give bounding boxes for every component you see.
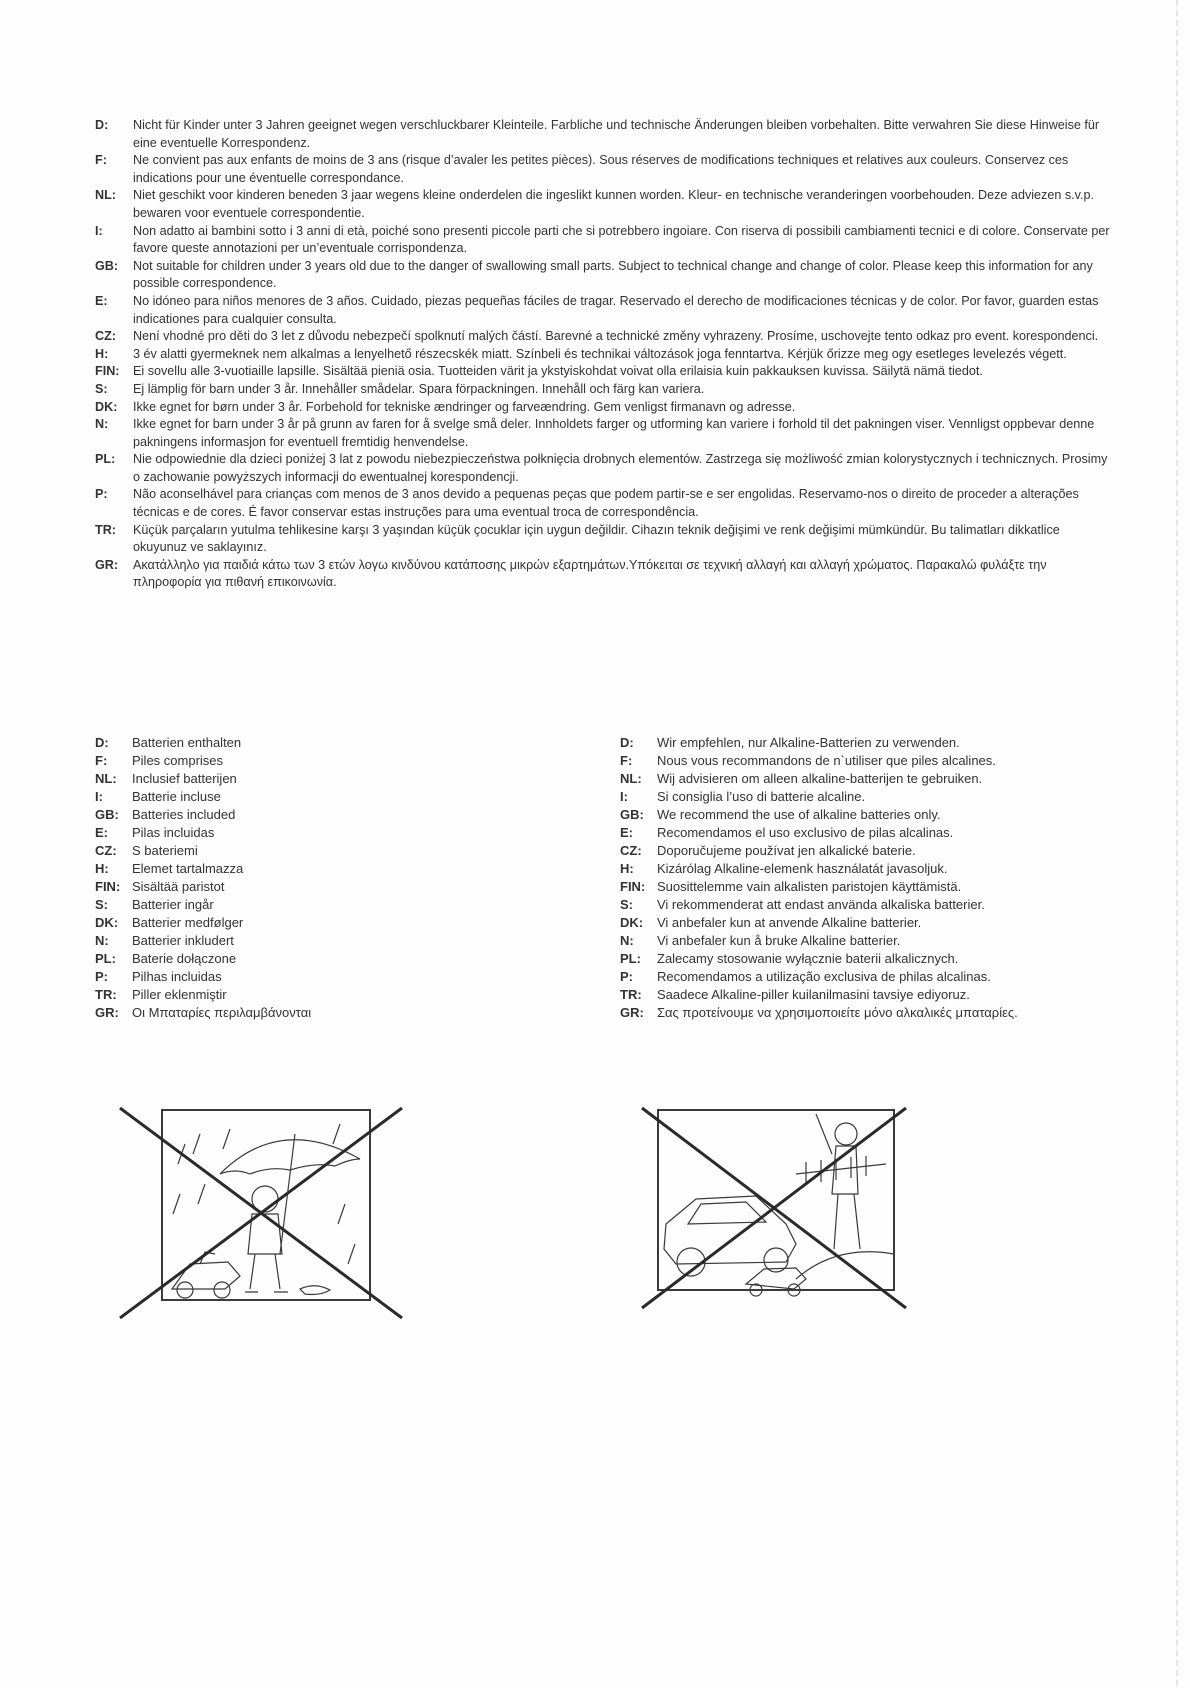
language-code: GB:: [95, 807, 119, 822]
warning-text: 3 év alatti gyermeknek nem alkalmas a lenyelhető részecskék miatt. Színbeli és technikai változások joga fenntartva. Kérjük őrizze meg ogy esetleges levelezés végett.: [133, 346, 1067, 361]
warning-row: [95, 381, 1115, 399]
warning-text: Not suitable for children under 3 years old due to the danger of swallowing small parts. Subject to technical change and change of color. Please keep this information for any possible correspondence.: [133, 258, 1093, 291]
warning-row: [95, 223, 1115, 258]
language-code: DK:: [95, 915, 119, 930]
batteries-included-list: [95, 734, 425, 1022]
warning-row: [95, 328, 1115, 346]
language-code: DK:: [620, 915, 644, 930]
list-text: Baterie dołączone: [132, 951, 237, 966]
language-code: N:: [620, 933, 634, 948]
language-code: NL:: [95, 188, 116, 203]
language-code: S:: [95, 381, 108, 396]
warning-row: [95, 258, 1115, 293]
warning-text: Ikke egnet for børn under 3 år. Forbehold for tekniske ændringer og farveændring. Gem venligst firmanavn og adresse.: [133, 399, 796, 414]
list-text: Vi anbefaler kun at anvende Alkaline batterier.: [657, 915, 922, 930]
warning-text: Ikke egnet for barn under 3 år på grunn av faren for å svelge små deler. Innholdets farger og utforming kan variere i forhold til det pakningen viser. Vennligst oppbevar denne pakningens informasjon for eventuell fremtidig henvendelse.: [133, 417, 1095, 449]
language-code: P:: [95, 969, 108, 984]
warning-row: [95, 117, 1115, 152]
warning-text: Niet geschikt voor kinderen beneden 3 jaar wegens kleine onderdelen die ingeslikt kunnen worden. Kleur- en technische veranderingen voorbehouden. Deze adviezen s.v.p. bewaren voor eventuele correspondentie.: [133, 188, 1095, 220]
warning-text: Není vhodné pro děti do 3 let z důvodu nebezpečí spolknutí malých částí. Barevné a technické změny vyhrazeny. Prosíme, uschovejte tento odkaz pro event. korespondenci.: [133, 329, 1099, 344]
list-text: Batterien enthalten: [132, 735, 242, 750]
list-item: [620, 878, 1090, 896]
warning-row: [95, 346, 1115, 364]
language-code: D:: [620, 735, 634, 750]
language-code: N:: [95, 417, 109, 432]
warning-row: [95, 187, 1115, 222]
language-code: D:: [95, 735, 109, 750]
list-item: [95, 806, 425, 824]
language-code: TR:: [95, 987, 117, 1002]
list-item: [620, 734, 1090, 752]
warning-text: Nicht für Kinder unter 3 Jahren geeignet wegen verschluckbarer Kleinteile. Farbliche und technische Änderungen bleiben vorbehalten. Bitte verwahren Sie diese Hinweise für eine eventuelle Korrespondenz.: [133, 118, 1100, 150]
language-code: GR:: [95, 1005, 119, 1020]
list-item: [95, 986, 425, 1004]
list-item: [95, 968, 425, 986]
list-text: Suosittelemme vain alkalisten paristojen käyttämistä.: [657, 879, 962, 894]
list-text: Wir empfehlen, nur Alkaline-Batterien zu verwenden.: [657, 735, 960, 750]
no-play-in-rain-icon: [110, 1104, 410, 1324]
list-item: [95, 896, 425, 914]
language-code: GB:: [620, 807, 644, 822]
list-text: Kizárólag Alkaline-elemenk használatát javasoljuk.: [657, 861, 948, 876]
page-edge: [1176, 0, 1178, 1688]
language-code: DK:: [95, 399, 118, 414]
list-text: Batterier ingår: [132, 897, 214, 912]
language-code: NL:: [95, 771, 117, 786]
list-item: [95, 734, 425, 752]
language-code: H:: [620, 861, 634, 876]
list-text: Piller eklenmiştir: [132, 987, 227, 1002]
list-item: [95, 824, 425, 842]
list-text: Batterier medfølger: [132, 915, 244, 930]
list-item: [95, 950, 425, 968]
list-item: [95, 932, 425, 950]
list-text: Batteries included: [132, 807, 236, 822]
list-item: [620, 860, 1090, 878]
list-item: [620, 788, 1090, 806]
list-item: [95, 1004, 425, 1022]
list-item: [620, 950, 1090, 968]
language-code: H:: [95, 346, 109, 361]
language-code: D:: [95, 118, 109, 132]
list-item: [95, 788, 425, 806]
list-item: [95, 860, 425, 878]
list-text: Vi rekommenderat att endast använda alkaliska batterier.: [657, 897, 985, 912]
language-code: N:: [95, 933, 109, 948]
language-code: PL:: [620, 951, 641, 966]
language-code: GR:: [620, 1005, 644, 1020]
safety-warnings: [95, 117, 1115, 592]
list-text: Si consiglia l’uso di batterie alcaline.: [657, 789, 866, 804]
list-item: [620, 752, 1090, 770]
list-item: [95, 752, 425, 770]
language-code: CZ:: [620, 843, 642, 858]
list-text: Recomendamos a utilização exclusiva de philas alcalinas.: [657, 969, 991, 984]
list-text: Wij advisieren om alleen alkaline-batterijen te gebruiken.: [657, 771, 983, 786]
list-item: [620, 932, 1090, 950]
list-item: [620, 968, 1090, 986]
warning-row: [95, 557, 1115, 592]
language-code: S:: [95, 897, 108, 912]
language-code: H:: [95, 861, 109, 876]
list-text: We recommend the use of alkaline batteries only.: [657, 807, 941, 822]
warning-row: [95, 152, 1115, 187]
list-item: [620, 1004, 1090, 1022]
warning-row: [95, 399, 1115, 417]
warning-row: [95, 293, 1115, 328]
warning-text: Küçük parçaların yutulma tehlikesine karşı 3 yaşından küçük çocuklar için uygun değildir. Cihazın teknik değişimi ve renk değişimi mümkündür. Bu talimatları dikkatlice okuyunuz ve saklayınız.: [133, 522, 1060, 555]
language-code: CZ:: [95, 329, 116, 344]
warning-text: No idóneo para niños menores de 3 años. Cuidado, piezas pequeñas fáciles de tragar. Reservado el derecho de modificaciones técnicas y de color. Por favor, guarden estas indicationes para cualquier consulta.: [133, 293, 1099, 326]
list-text: Σας προτείνουμε να χρησιμοποιείτε μόνο αλκαλικές μπαταρίες.: [657, 1005, 1018, 1020]
list-item: [620, 896, 1090, 914]
list-text: Zalecamy stosowanie wyłącznie baterii alkalicznych.: [657, 951, 959, 966]
list-text: Piles comprises: [132, 753, 224, 768]
language-code: F:: [95, 753, 108, 768]
list-item: [620, 770, 1090, 788]
list-text: Batterie incluse: [132, 789, 221, 804]
language-code: E:: [95, 825, 108, 840]
list-text: Pilhas incluidas: [132, 969, 222, 984]
language-code: PL:: [95, 951, 116, 966]
no-play-on-road-icon: [636, 1104, 936, 1324]
warning-text: Ne convient pas aux enfants de moins de 3 ans (risque d’avaler les petites pièces). Sous réserves de modifications techniques et relatives aux couleurs. Conservez ces indications pour une éventuelle correspondance.: [133, 153, 1069, 185]
language-code: S:: [620, 897, 633, 912]
language-code: TR:: [95, 522, 116, 537]
list-item: [95, 770, 425, 788]
language-code: F:: [620, 753, 633, 768]
warning-text: Ej lämplig för barn under 3 år. Innehåller smådelar. Spara förpackningen. Innehåll och färg kan variera.: [133, 381, 705, 396]
list-text: Vi anbefaler kun å bruke Alkaline batterier.: [657, 933, 901, 948]
language-code: E:: [620, 825, 633, 840]
warning-text: Non adatto ai bambini sotto i 3 anni di età, poiché sono presenti piccole parti che si potrebbero ingoiare. Con riserva di possibili cambiamenti tecnici e di colore. Conservate per favore queste annotazioni per un’eventuale corrispondenza.: [133, 223, 1110, 256]
list-text: Inclusief batterijen: [132, 771, 237, 786]
list-item: [95, 914, 425, 932]
list-item: [620, 806, 1090, 824]
language-code: I:: [95, 223, 103, 238]
warning-row: [95, 451, 1115, 486]
list-text: Nous vous recommandons de n`utiliser que piles alcalines.: [657, 753, 996, 768]
list-item: [620, 986, 1090, 1004]
list-text: Recomendamos el uso exclusivo de pilas alcalinas.: [657, 825, 954, 840]
language-code: P:: [620, 969, 633, 984]
language-code: FIN:: [95, 879, 121, 894]
language-code: I:: [620, 789, 628, 804]
list-item: [95, 878, 425, 896]
language-code: CZ:: [95, 843, 117, 858]
list-item: [620, 842, 1090, 860]
language-code: FIN:: [620, 879, 646, 894]
warning-text: Ακατάλληλο για παιδιά κάτω των 3 ετών λογω κινδύνου κατάποσης μικρών εξαρτημάτων.Υπόκειται σε τεχνική αλλαγή και αλλαγή χρώματος. Παρακαλώ φυλάξτε την πληροφορία για πιθανή επικοινωνία.: [133, 557, 1047, 590]
warning-text: Não aconselhável para crianças com menos de 3 anos devido a pequenas peças que podem partir-se e ser engolidas. Reservamo-nos o direito de proceder a alterações técnicas e de cores. É favor conservar estas instruções para uma eventual troca de correspondência.: [133, 487, 1079, 520]
warning-row: [95, 522, 1115, 557]
language-code: PL:: [95, 452, 116, 467]
list-text: Doporučujeme používat jen alkalické baterie.: [657, 843, 916, 858]
list-text: S bateriemi: [132, 843, 198, 858]
language-code: GR:: [95, 557, 119, 572]
list-text: Batterier inkludert: [132, 933, 234, 948]
alkaline-recommendation-list: [620, 734, 1090, 1022]
language-code: GB:: [95, 258, 119, 273]
language-code: TR:: [620, 987, 642, 1002]
list-text: Elemet tartalmazza: [132, 861, 244, 876]
language-code: P:: [95, 487, 108, 502]
list-item: [620, 914, 1090, 932]
warning-row: [95, 486, 1115, 521]
warning-row: [95, 416, 1115, 451]
language-code: E:: [95, 293, 108, 308]
warning-text: Ei sovellu alle 3-vuotiaille lapsille. Sisältää pieniä osia. Tuotteiden värit ja ykstyiskohdat voivat olla erilaisia kuin pakkauksen kuvissa. Säilytä nämä tiedot.: [133, 364, 983, 379]
language-code: I:: [95, 789, 103, 804]
list-item: [95, 842, 425, 860]
warning-text: Nie odpowiednie dla dzieci poniżej 3 lat z powodu niebezpieczeństwa połknięcia drobnych elementów. Zastrzega się możliwość zmian kolorystycznych i technicznych. Prosimy o zachowanie powyższych informacji do ewentualnej korespondencji.: [133, 452, 1108, 484]
list-text: Pilas incluidas: [132, 825, 215, 840]
list-text: Οι Μπαταρίες περιλαμβάνονται: [132, 1005, 312, 1020]
list-item: [620, 824, 1090, 842]
language-code: NL:: [620, 771, 642, 786]
language-code: FIN:: [95, 364, 120, 379]
language-code: F:: [95, 153, 107, 168]
list-text: Saadece Alkaline-piller kuilanilmasini tavsiye ediyoruz.: [657, 987, 970, 1002]
warning-row: [95, 363, 1115, 381]
list-text: Sisältää paristot: [132, 879, 225, 894]
